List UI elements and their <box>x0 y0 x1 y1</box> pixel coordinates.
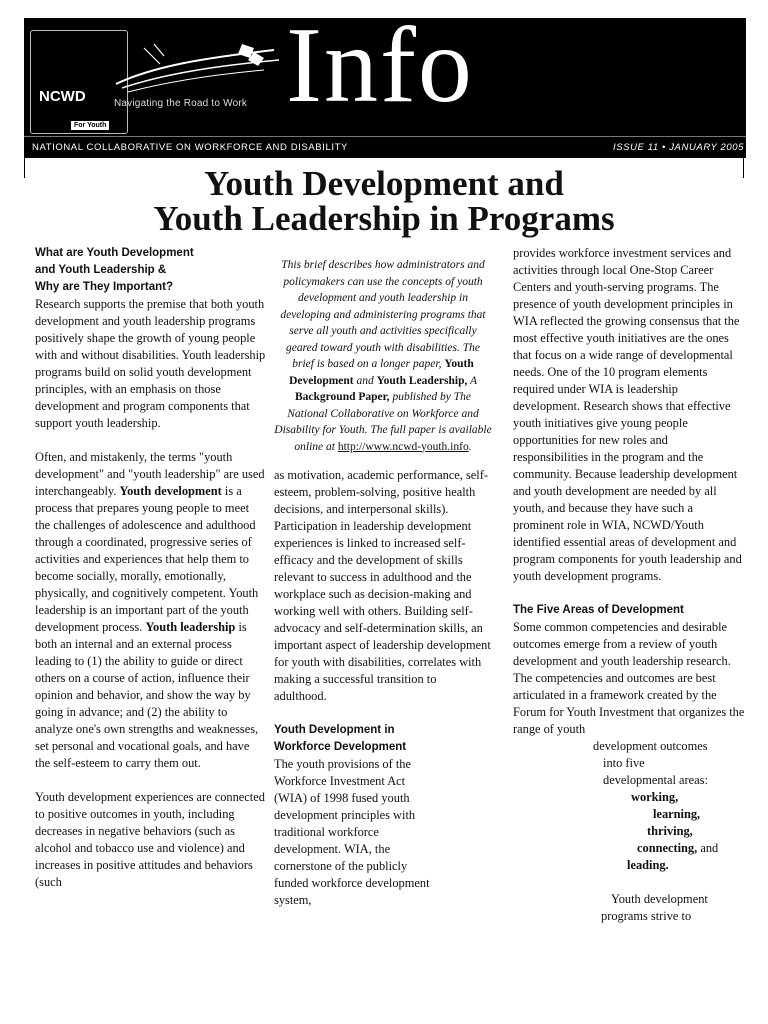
road-swoosh-icon <box>114 36 284 96</box>
paragraph-benefits: as motivation, academic performance, self-esteem, problem-solving, positive health decisions, and interpersonal skills). Participation in leadership development experiences is linked to increased self-efficacy and the development of skills relevant to success in adulthood and the workplace such as decision-making and working well with others. Building self-advocacy and self-determination skills, an important aspect of leadership development for youth with disabilities, correlates with making a successful transition to adulthood. <box>274 468 491 703</box>
banner-divider <box>24 136 746 137</box>
area-working: working, <box>631 790 679 804</box>
column-3 <box>513 245 745 925</box>
paragraph-research: Research supports the premise that both youth development and youth leadership programs positively shape the growth of young people with and without disabilities. Youth leadership programs build on solid youth development principles, with an emphasis on those development and program components that support youth leadership. <box>35 297 266 430</box>
indented-text: development outcomes into five developmental areas: <box>593 739 708 787</box>
section-heading-what: What are Youth Development and Youth Leadership & Why are They Important? <box>35 247 194 293</box>
brief-intro: This brief describes how administrators and policymakers can use the concepts of youth development and youth leadership in developing and administering programs that serve all youth and activities specifically geared toward youth with disabilities. The brief is based on a longer paper, Youth Development and Youth Leadership, A Background Paper, published by The National Collaborative on Workforce and Disability for Youth. The full paper is available online at http://www.ncwd-youth.info. <box>274 259 492 453</box>
article-title <box>0 166 768 236</box>
area-thriving: thriving, <box>647 824 693 838</box>
area-connecting: connecting, <box>637 841 698 855</box>
logo-text: NCWD <box>39 88 86 105</box>
area-leading: leading. <box>627 858 669 872</box>
column-2 <box>274 257 492 909</box>
issue-date: ISSUE 11 • JANUARY 2005 <box>612 142 744 153</box>
organization-name: NATIONAL COLLABORATIVE ON WORKFORCE AND DISABILITY <box>32 142 348 153</box>
section-heading-workforce: Youth Development in Workforce Development <box>274 724 407 753</box>
logo-badge: For Youth <box>71 121 109 130</box>
masthead-banner <box>24 6 746 158</box>
column-1 <box>35 245 267 891</box>
section-heading-five-areas: The Five Areas of Development <box>513 604 684 616</box>
paragraph-definitions: Often, and mistakenly, the terms "youth development" and "youth leadership" are used interchangeably. Youth development is a process that prepares young people to meet the challenges of adolescence and adulthood through a coordinated, progressive series of activities and experiences that help them to become socially, morally, emotionally, physically, and cognitively competent. Youth leadership is an important part of the youth development process. Youth leadership is both an internal and an external process leading to (1) the ability to guide or direct others on a course of action, influence their opinion and behavior, and show the way by going in advance; and (2) the ability to analyze one's own strengths and weaknesses, set personal and vocational goals, and have the self-esteem to carry them out. <box>35 450 265 770</box>
paragraph-wia-services: provides workforce investment services and activities through local One-Stop Career Centers and youth-serving programs. The presence of youth development principles in WIA reflected the growing consensus that the most effective youth initiatives are the ones that focus on a wide range of developmental needs. One of the 10 program elements required under WIA is leadership development. Research shows that effective youth initiatives give young people opportunities for new roles and responsibilities in the program and the community. Because leadership development and youth development are needed by all youth, and because they have such a prominent role in WIA, NCWD/Youth identified essential areas of development and program components for youth leadership and youth development programs. <box>513 246 742 583</box>
five-areas-list: working, learning, thriving, connecting, and leading. <box>627 790 719 872</box>
brand-title: Info <box>286 6 474 125</box>
paragraph-strive: Youth development programs strive to <box>601 892 708 923</box>
tagline: Navigating the Road to Work <box>114 98 248 109</box>
paragraph-outcomes: Youth development experiences are connected to positive outcomes in youth, including decreases in negative behaviors (such as alcohol and tobacco use and violence) and increases in positive attitudes and behaviors (such <box>35 790 265 889</box>
term-youth-leadership: Youth leadership <box>145 620 236 634</box>
title-line-1: Youth Development and <box>204 164 564 203</box>
term-youth-development: Youth development <box>119 484 222 498</box>
title-line-2: Youth Leadership in Programs <box>153 199 615 238</box>
paragraph-wia: The youth provisions of the Workforce Investment Act (WIA) of 1998 fused youth development principles with traditional workforce development. WIA, the cornerstone of the publicly funded workforce development system, <box>274 757 430 907</box>
paragraph-competencies: Some common competencies and desirable outcomes emerge from a review of youth development and youth leadership research. The competencies and outcomes are best articulated in a framework created by the Forum for Youth Investment that organizes the range of youth <box>513 620 745 736</box>
area-learning: learning, <box>653 807 701 821</box>
ncwd-youth-link[interactable]: http://www.ncwd-youth.info <box>337 440 469 453</box>
